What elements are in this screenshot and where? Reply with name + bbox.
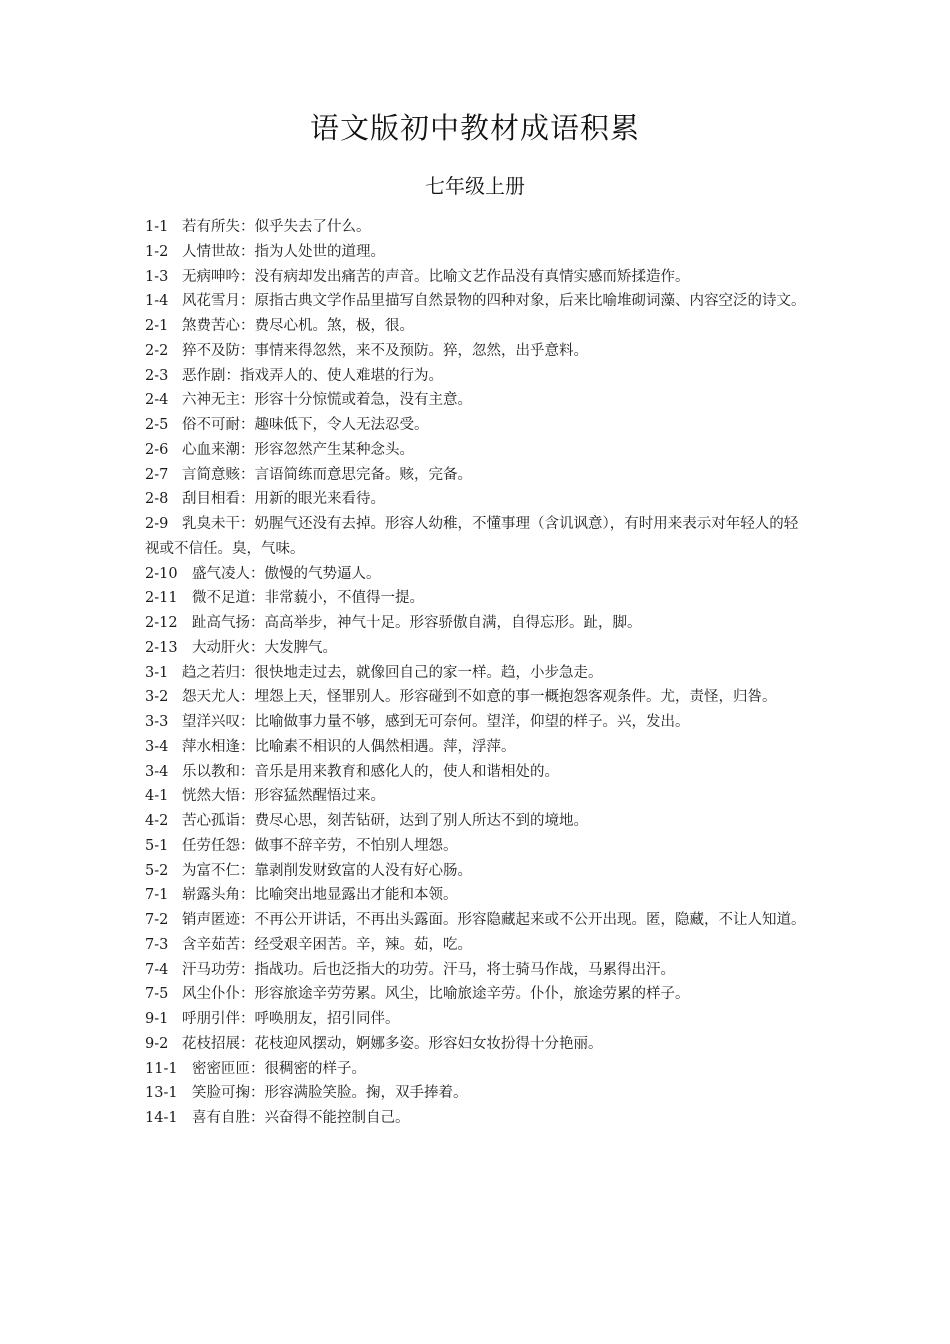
entry-number: 2-10 bbox=[145, 565, 178, 582]
list-item bbox=[145, 611, 810, 636]
entry-text: 人情世故：指为人处世的道理。 bbox=[182, 243, 385, 260]
list-item bbox=[145, 834, 810, 859]
entry-number: 2-5 bbox=[145, 417, 169, 433]
entry-number: 9-2 bbox=[145, 1035, 169, 1052]
entry-text: 怨天尤人：埋怨上天，怪罪别人。形容碰到不如意的事一概抱怨客观条件。尤，责怪，归咎。 bbox=[182, 689, 777, 706]
list-item bbox=[145, 438, 810, 463]
entry-text: 盛气凌人：傲慢的气势逼人。 bbox=[192, 565, 381, 582]
entry-text: 若有所失：似乎失去了什么。 bbox=[182, 219, 371, 235]
list-item bbox=[145, 463, 810, 488]
entry-text: 含辛茹苦：经受艰辛困苦。辛，辣。茹，吃。 bbox=[182, 936, 472, 953]
entry-text: 趾高气扬：高高举步，神气十足。形容骄傲自满，自得忘形。趾，脚。 bbox=[192, 615, 642, 631]
entry-text: 萍水相逢：比喻素不相识的人偶然相遇。萍，浮萍。 bbox=[182, 738, 516, 755]
entry-text: 趋之若归：很快地走过去，就像回自己的家一样。趋，小步急走。 bbox=[182, 664, 603, 681]
entry-number: 5-2 bbox=[145, 862, 169, 879]
entry-text: 乳臭未干：奶腥气还没有去掉。形容人幼稚，不懂事理（含讥讽意），有时用来表示对年轻人的轻视或不信任。臭，气味。 bbox=[145, 516, 799, 557]
list-item bbox=[145, 240, 810, 265]
list-item bbox=[145, 958, 810, 983]
list-item bbox=[145, 265, 810, 290]
list-item bbox=[145, 512, 810, 562]
entry-number: 7-1 bbox=[145, 887, 169, 904]
entry-number: 9-1 bbox=[145, 1011, 169, 1027]
entry-number: 2-12 bbox=[145, 615, 178, 631]
list-item bbox=[145, 413, 810, 438]
list-item bbox=[145, 982, 810, 1007]
entry-text: 无病呻吟：没有病却发出痛苦的声音。比喻文艺作品没有真情实感而矫揉造作。 bbox=[182, 268, 690, 285]
entry-text: 微不足道：非常藐小，不值得一提。 bbox=[192, 590, 424, 607]
entry-number: 1-1 bbox=[145, 219, 169, 235]
entry-number: 13-1 bbox=[145, 1085, 178, 1102]
entry-number: 2-8 bbox=[145, 491, 169, 508]
entry-text: 言简意赅：言语简练而意思完备。赅，完备。 bbox=[182, 466, 472, 483]
entry-number: 3-3 bbox=[145, 714, 169, 730]
entry-text: 望洋兴叹：比喻做事力量不够，感到无可奈何。望洋，仰望的样子。兴，发出。 bbox=[182, 714, 690, 730]
entry-number: 2-7 bbox=[145, 466, 169, 483]
list-item bbox=[145, 735, 810, 760]
list-item bbox=[145, 859, 810, 884]
entry-number: 2-9 bbox=[145, 516, 169, 532]
entry-number: 2-6 bbox=[145, 441, 169, 458]
list-item bbox=[145, 883, 810, 908]
list-item bbox=[145, 289, 810, 314]
entry-text: 风尘仆仆：形容旅途辛劳劳累。风尘，比喻旅途辛劳。仆仆，旅途劳累的样子。 bbox=[182, 986, 690, 1003]
entry-text: 大动肝火：大发脾气。 bbox=[192, 639, 337, 656]
entry-text: 呼朋引伴：呼唤朋友，招引同伴。 bbox=[182, 1011, 400, 1027]
list-item bbox=[145, 487, 810, 512]
entry-number: 7-5 bbox=[145, 986, 169, 1003]
list-item bbox=[145, 562, 810, 587]
entry-number: 4-2 bbox=[145, 813, 169, 829]
entry-text: 猝不及防：事情来得忽然，来不及预防。猝，忽然，出乎意料。 bbox=[182, 342, 588, 359]
list-item bbox=[145, 388, 810, 413]
list-item bbox=[145, 908, 810, 933]
entry-text: 刮目相看：用新的眼光来看待。 bbox=[182, 491, 385, 508]
entry-text: 任劳任怨：做事不辞辛劳，不怕别人埋怨。 bbox=[182, 837, 458, 854]
list-item bbox=[145, 586, 810, 611]
entry-number: 2-11 bbox=[145, 590, 178, 607]
page-subtitle: 七年级上册 bbox=[425, 174, 525, 198]
entry-number: 14-1 bbox=[145, 1110, 178, 1126]
list-item bbox=[145, 1106, 810, 1131]
list-item bbox=[145, 784, 810, 809]
entry-text: 恍然大悟：形容猛然醒悟过来。 bbox=[182, 788, 385, 805]
entry-number: 2-4 bbox=[145, 392, 169, 409]
list-item bbox=[145, 339, 810, 364]
entry-text: 密密匝匝：很稠密的样子。 bbox=[192, 1060, 366, 1077]
entry-number: 1-3 bbox=[145, 268, 169, 285]
entry-text: 乐以教和：音乐是用来教育和感化人的，使人和谐相处的。 bbox=[182, 763, 559, 780]
entry-text: 心血来潮：形容忽然产生某种念头。 bbox=[182, 441, 414, 458]
entry-number: 2-2 bbox=[145, 342, 169, 359]
entry-number: 3-2 bbox=[145, 689, 169, 706]
entry-text: 为富不仁：靠剥削发财致富的人没有好心肠。 bbox=[182, 862, 472, 879]
entry-text: 苦心孤诣：费尽心思，刻苦钻研，达到了别人所达不到的境地。 bbox=[182, 813, 588, 829]
list-item bbox=[145, 636, 810, 661]
entry-number: 4-1 bbox=[145, 788, 169, 805]
entry-number: 3-4 bbox=[145, 738, 169, 755]
entry-number: 3-1 bbox=[145, 664, 169, 681]
list-item bbox=[145, 215, 810, 240]
list-item bbox=[145, 809, 810, 834]
entry-number: 2-13 bbox=[145, 639, 178, 656]
entry-number: 1-2 bbox=[145, 243, 169, 260]
list-item bbox=[145, 1007, 810, 1032]
entry-number: 5-1 bbox=[145, 837, 169, 854]
entry-text: 崭露头角：比喻突出地显露出才能和本领。 bbox=[182, 887, 458, 904]
entry-text: 煞费苦心：费尽心机。煞，极，很。 bbox=[182, 318, 414, 334]
list-item bbox=[145, 661, 810, 686]
entry-text: 俗不可耐：趣味低下，令人无法忍受。 bbox=[182, 417, 429, 433]
entry-text: 风花雪月：原指古典文学作品里描写自然景物的四种对象，后来比喻堆砌词藻、内容空泛的诗文。 bbox=[182, 293, 806, 310]
entry-text: 销声匿迹：不再公开讲话，不再出头露面。形容隐藏起来或不公开出现。匿，隐藏，不让人知道。 bbox=[182, 912, 806, 928]
entry-text: 恶作剧：指戏弄人的、使人难堪的行为。 bbox=[182, 367, 443, 384]
list-item bbox=[145, 933, 810, 958]
list-item bbox=[145, 314, 810, 339]
entry-number: 1-4 bbox=[145, 293, 169, 310]
entry-number: 7-3 bbox=[145, 936, 169, 953]
list-item bbox=[145, 1032, 810, 1057]
idiom-list bbox=[145, 215, 810, 1131]
entry-text: 六神无主：形容十分惊慌或着急，没有主意。 bbox=[182, 392, 472, 409]
entry-text: 笑脸可掬：形容满脸笑脸。掬，双手捧着。 bbox=[192, 1085, 468, 1102]
list-item bbox=[145, 1081, 810, 1106]
entry-text: 喜有自胜：兴奋得不能控制自己。 bbox=[192, 1110, 410, 1126]
list-item bbox=[145, 685, 810, 710]
list-item bbox=[145, 760, 810, 785]
entry-number: 2-3 bbox=[145, 367, 169, 384]
entry-text: 花枝招展：花枝迎风摆动，婀娜多姿。形容妇女妆扮得十分艳丽。 bbox=[182, 1035, 603, 1052]
list-item bbox=[145, 364, 810, 389]
entry-number: 2-1 bbox=[145, 318, 169, 334]
list-item bbox=[145, 710, 810, 735]
entry-number: 7-2 bbox=[145, 912, 169, 928]
page-title: 语文版初中教材成语积累 bbox=[309, 111, 640, 145]
entry-number: 11-1 bbox=[145, 1060, 178, 1077]
entry-number: 7-4 bbox=[145, 961, 169, 978]
list-item bbox=[145, 1057, 810, 1082]
entry-number: 3-4 bbox=[145, 763, 169, 780]
entry-text: 汗马功劳：指战功。后也泛指大的功劳。汗马，将士骑马作战，马累得出汗。 bbox=[182, 961, 675, 978]
